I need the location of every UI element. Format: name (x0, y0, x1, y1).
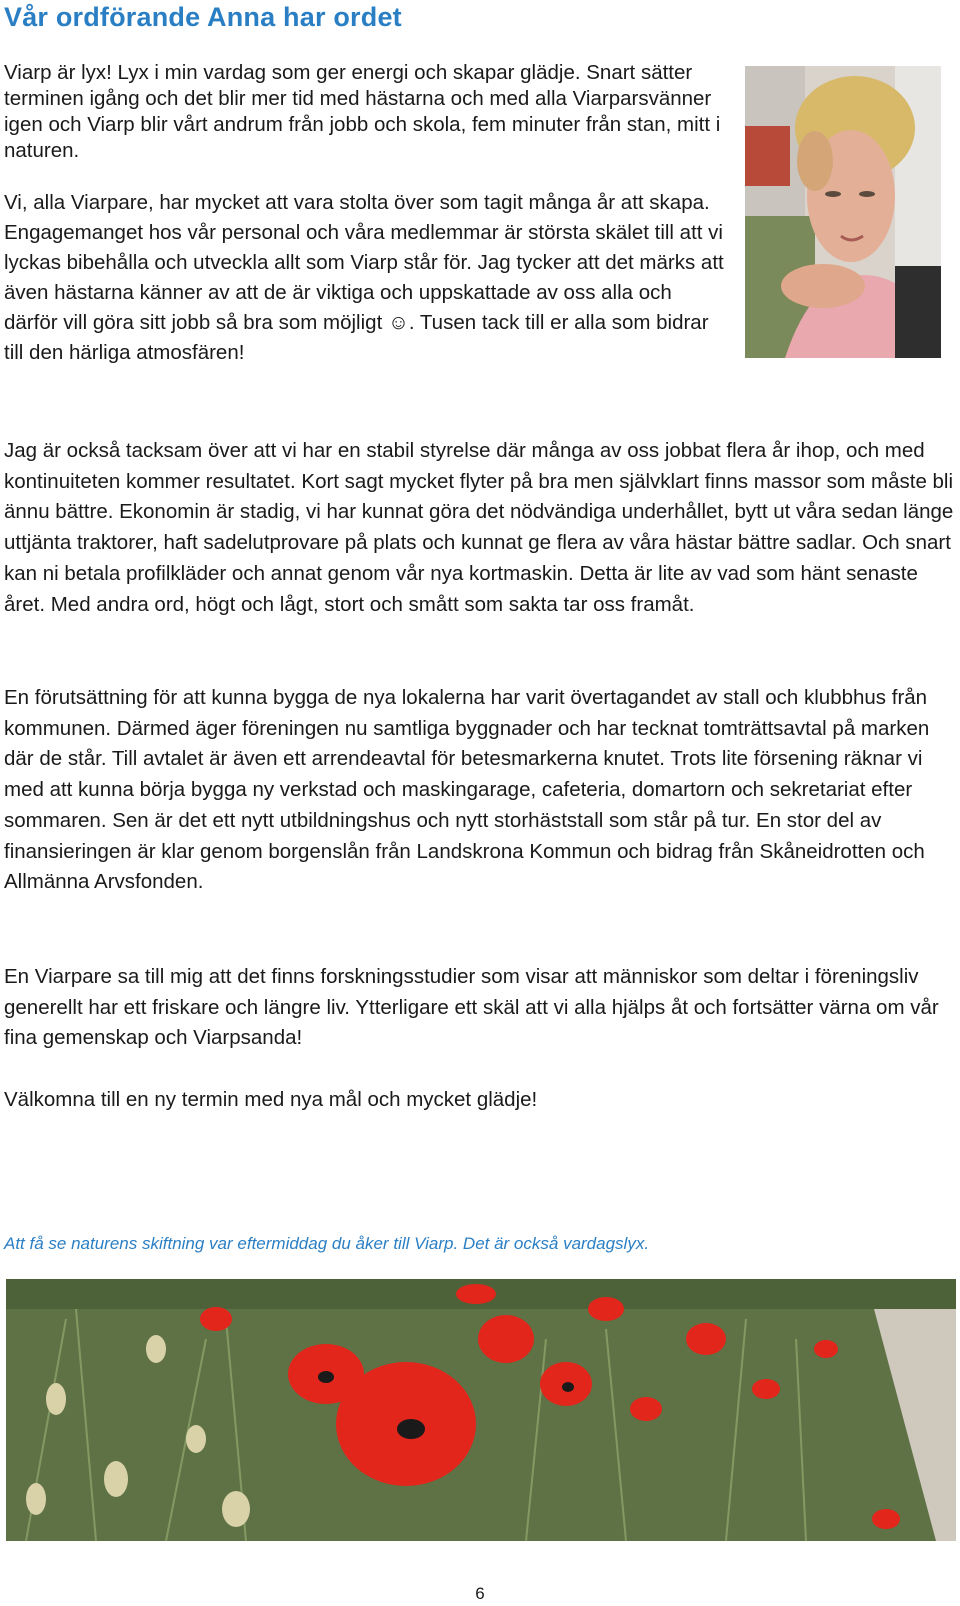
photo-caption: Att få se naturens skiftning var eftermiddag du åker till Viarp. Det är också vardagslyx. (4, 1234, 650, 1253)
page-number: 6 (475, 1584, 485, 1603)
paragraph-buildings: En förutsättning för att kunna bygga de nya lokalerna har varit övertagandet av stall och klubbhus från kommunen. Därmed äger föreningen nu samtliga byggnader och har tecknat tomträttsavtal på marken där de står. Till avtalet är även ett arrendeavtal för betesmarkerna knutet. Trots lite försening räknar vi med att kunna börja bygga ny verkstad och maskingarage, cafeteria, domartorn och sekretariat efter sommaren. Sen är det ett nytt utbildningshus och nytt storhäststall som står på tur. En stor del av finansieringen är klar genom borgenslån från Landskrona Kommun och bidrag från Skåneidrotten och Allmänna Arvsfonden. (4, 686, 930, 894)
portrait-photo (745, 66, 941, 358)
poppy-field-photo (6, 1279, 956, 1541)
paragraph-research: En Viarpare sa till mig att det finns forskningsstudier som visar att människor som deltar i föreningsliv generellt har ett friskare och längre liv. Ytterligare ett skäl att vi alla hjälps åt och fortsätter värna om vår fina gemenskap och Viarpsanda! (4, 965, 939, 1050)
paragraph-board: Jag är också tacksam över att vi har en stabil styrelse där många av oss jobbat flera år ihop, och med kontinuiteten kommer resultatet. Kort sagt mycket flyter på bra men självklart finns massor som måste bli ännu bättre. Ekonomin är stadig, vi har kunnat göra det nödvändiga underhållet, bytt ut våra sedan länge uttjänta traktorer, haft sadelutprovare på plats och kunnat ge flera av våra hästar bättre sadlar. Och snart kan ni betala profilkläder och annat genom vår nya kortmaskin. Detta är lite av vad som hänt senaste året. Med andra ord, högt och lågt, stort och smått som sakta tar oss framåt. (4, 439, 954, 616)
paragraph-intro: Viarp är lyx! Lyx i min vardag som ger energi och skapar glädje. Snart sätter terminen igång och det blir mer tid med hästarna och med alla Viarparsvänner igen och Viarp blir vårt andrum från jobb och skola, fem minuter från stan, mitt i naturen. (4, 61, 721, 162)
paragraph-proud: Vi, alla Viarpare, har mycket att vara stolta över som tagit många år att skapa. Engagemanget hos vår personal och våra medlemmar är största skälet till att vi lyckas bibehålla och utveckla allt som Viarp står för. Jag tycker att det märks att även hästarna känner av att de är viktiga och uppskattade av oss alla och därför vill göra sitt jobb så bra som möjligt ☺. Tusen tack till er alla som bidrar till den härliga atmosfären! (4, 191, 724, 364)
paragraph-welcome: Välkomna till en ny termin med nya mål och mycket glädje! (4, 1088, 538, 1111)
page-title: Vår ordförande Anna har ordet (4, 2, 402, 32)
